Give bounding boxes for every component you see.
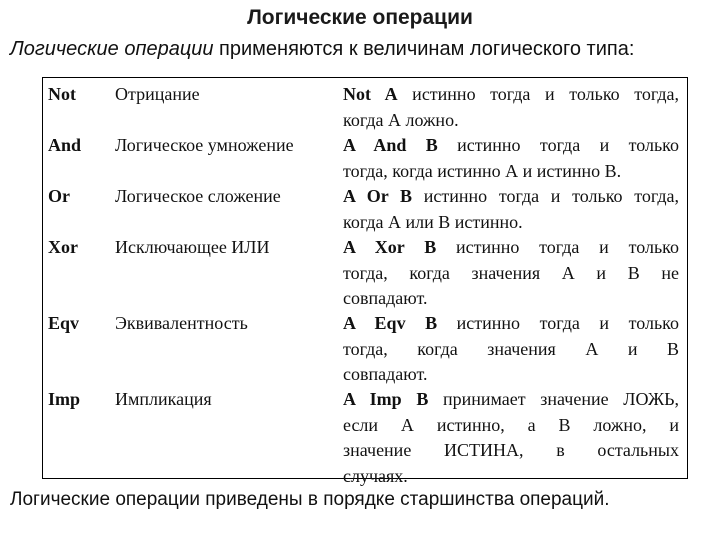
description-line: тогда, когда значения А и В не	[343, 262, 679, 283]
description-line: истинно тогда и только	[437, 135, 679, 155]
operation-name-cell: Исключающее ИЛИ	[115, 237, 270, 257]
description-line: если А истинно, а В ложно, и	[343, 414, 679, 435]
operation-name-cell: Эквивалентность	[115, 313, 248, 333]
operator-cell: Not	[48, 84, 76, 104]
description-line: истинно тогда и только тогда,	[412, 186, 679, 206]
description-line: случаях.	[343, 465, 408, 486]
description-cell	[343, 235, 679, 312]
description-line: истинно тогда и только тогда,	[397, 84, 679, 104]
operator-cell: Eqv	[48, 313, 80, 333]
description-line: тогда, когда истинно А и истинно В.	[343, 160, 622, 181]
operator-cell: Imp	[48, 389, 81, 409]
operations-table	[42, 77, 688, 486]
operation-name-cell: Отрицание	[115, 84, 200, 104]
page-title: Логические операции	[247, 6, 473, 29]
description-line: совпадают.	[343, 364, 428, 384]
description-expression: Not A	[343, 84, 398, 104]
description-expression: A Eqv B	[343, 313, 438, 333]
operator-cell: Or	[48, 186, 70, 206]
intro-rest: применяются к величинам логического типа:	[213, 38, 635, 60]
description-line: истинно тогда и только	[437, 313, 679, 333]
description-expression: A Or B	[343, 186, 413, 206]
description-line: когда А ложно.	[343, 109, 459, 130]
description-cell	[343, 311, 679, 388]
operator-cell: And	[48, 135, 82, 155]
operation-name-cell: Логическое умножение	[115, 135, 294, 155]
description-line: тогда, когда значения А и В	[343, 338, 679, 359]
intro-text	[10, 38, 720, 61]
description-expression: A And B	[343, 135, 438, 155]
description-expression: A Imp B	[343, 389, 429, 409]
operator-cell: Xor	[48, 237, 78, 257]
intro-italic: Логические операции	[10, 38, 214, 60]
description-cell	[343, 82, 679, 133]
description-line: принимает значение ЛОЖЬ,	[428, 389, 679, 409]
description-cell	[343, 133, 679, 184]
description-line: истинно тогда и только	[436, 237, 679, 257]
operation-name-cell: Логическое сложение	[115, 186, 281, 206]
operation-name-cell: Импликация	[115, 389, 212, 409]
description-expression: A Xor B	[343, 237, 437, 257]
description-cell	[343, 387, 679, 489]
description-line: совпадают.	[343, 288, 428, 308]
footer-note: Логические операции приведены в порядке старшинства операций.	[10, 489, 610, 510]
description-line: когда А или В истинно.	[343, 211, 523, 232]
description-line: значение ИСТИНА, в остальных	[343, 440, 679, 460]
description-cell	[343, 184, 679, 235]
